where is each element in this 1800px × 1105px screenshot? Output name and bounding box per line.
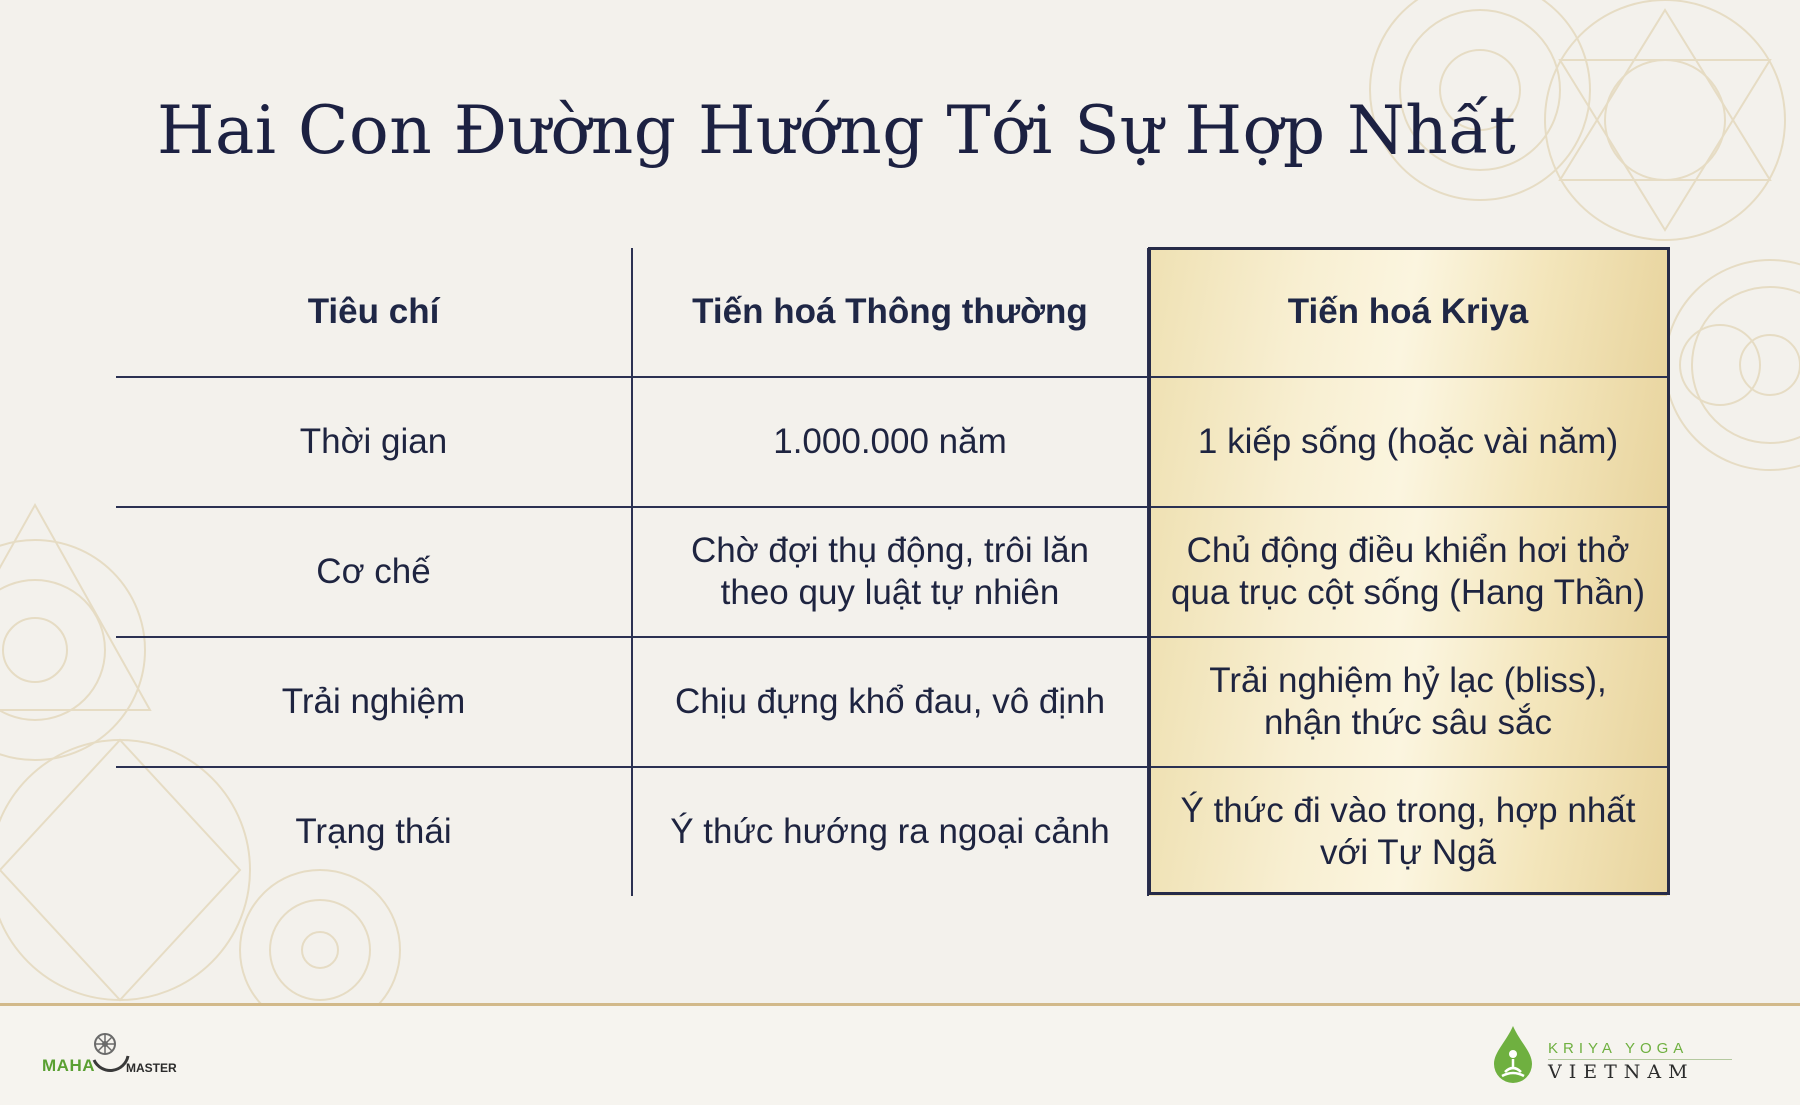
row-mechanism-criteria: Cơ chế	[116, 507, 632, 637]
row-mechanism-normal: Chờ đợi thụ động, trôi lăn theo quy luật tự nhiên	[632, 507, 1148, 637]
row-experience-normal: Chịu đựng khổ đau, vô định	[632, 637, 1148, 767]
kriya-yoga-text: KRIYA YOGA	[1548, 1040, 1689, 1057]
row-mechanism-kriya: Chủ động điều khiển hơi thở qua trục cột sống (Hang Thần)	[1148, 507, 1667, 637]
table-row	[116, 767, 1667, 896]
row-state-criteria: Trạng thái	[116, 767, 632, 896]
master-word: MASTER	[126, 1061, 177, 1075]
page-title: Hai Con Đường Hướng Tới Sự Hợp Nhất	[157, 92, 1517, 169]
lotus-drop-icon	[1488, 1024, 1538, 1086]
row-time-criteria: Thời gian	[116, 377, 632, 507]
logo-rule	[1548, 1059, 1732, 1060]
table-row	[116, 377, 1667, 507]
kriya-yoga-vietnam-logo	[1484, 1020, 1744, 1090]
table-header-row	[116, 248, 1667, 377]
table-row	[116, 637, 1667, 767]
row-time-kriya: 1 kiếp sống (hoặc vài năm)	[1148, 377, 1667, 507]
maha-master-logo	[40, 1030, 180, 1080]
row-state-normal: Ý thức hướng ra ngoại cảnh	[632, 767, 1148, 896]
comparison-table	[116, 248, 1667, 896]
table-row	[116, 507, 1667, 637]
maha-word: MAHA	[42, 1056, 95, 1075]
vietnam-text: VIETNAM	[1548, 1061, 1695, 1083]
row-state-kriya: Ý thức đi vào trong, hợp nhất với Tự Ngã	[1148, 767, 1667, 896]
row-time-normal: 1.000.000 năm	[632, 377, 1148, 507]
row-experience-kriya: Trải nghiệm hỷ lạc (bliss), nhận thức sâu sắc	[1148, 637, 1667, 767]
header-kriya-evolution: Tiến hoá Kriya	[1148, 248, 1667, 377]
header-criteria: Tiêu chí	[307, 292, 440, 331]
row-experience-criteria: Trải nghiệm	[116, 637, 632, 767]
header-normal-evolution: Tiến hoá Thông thường	[632, 248, 1148, 377]
